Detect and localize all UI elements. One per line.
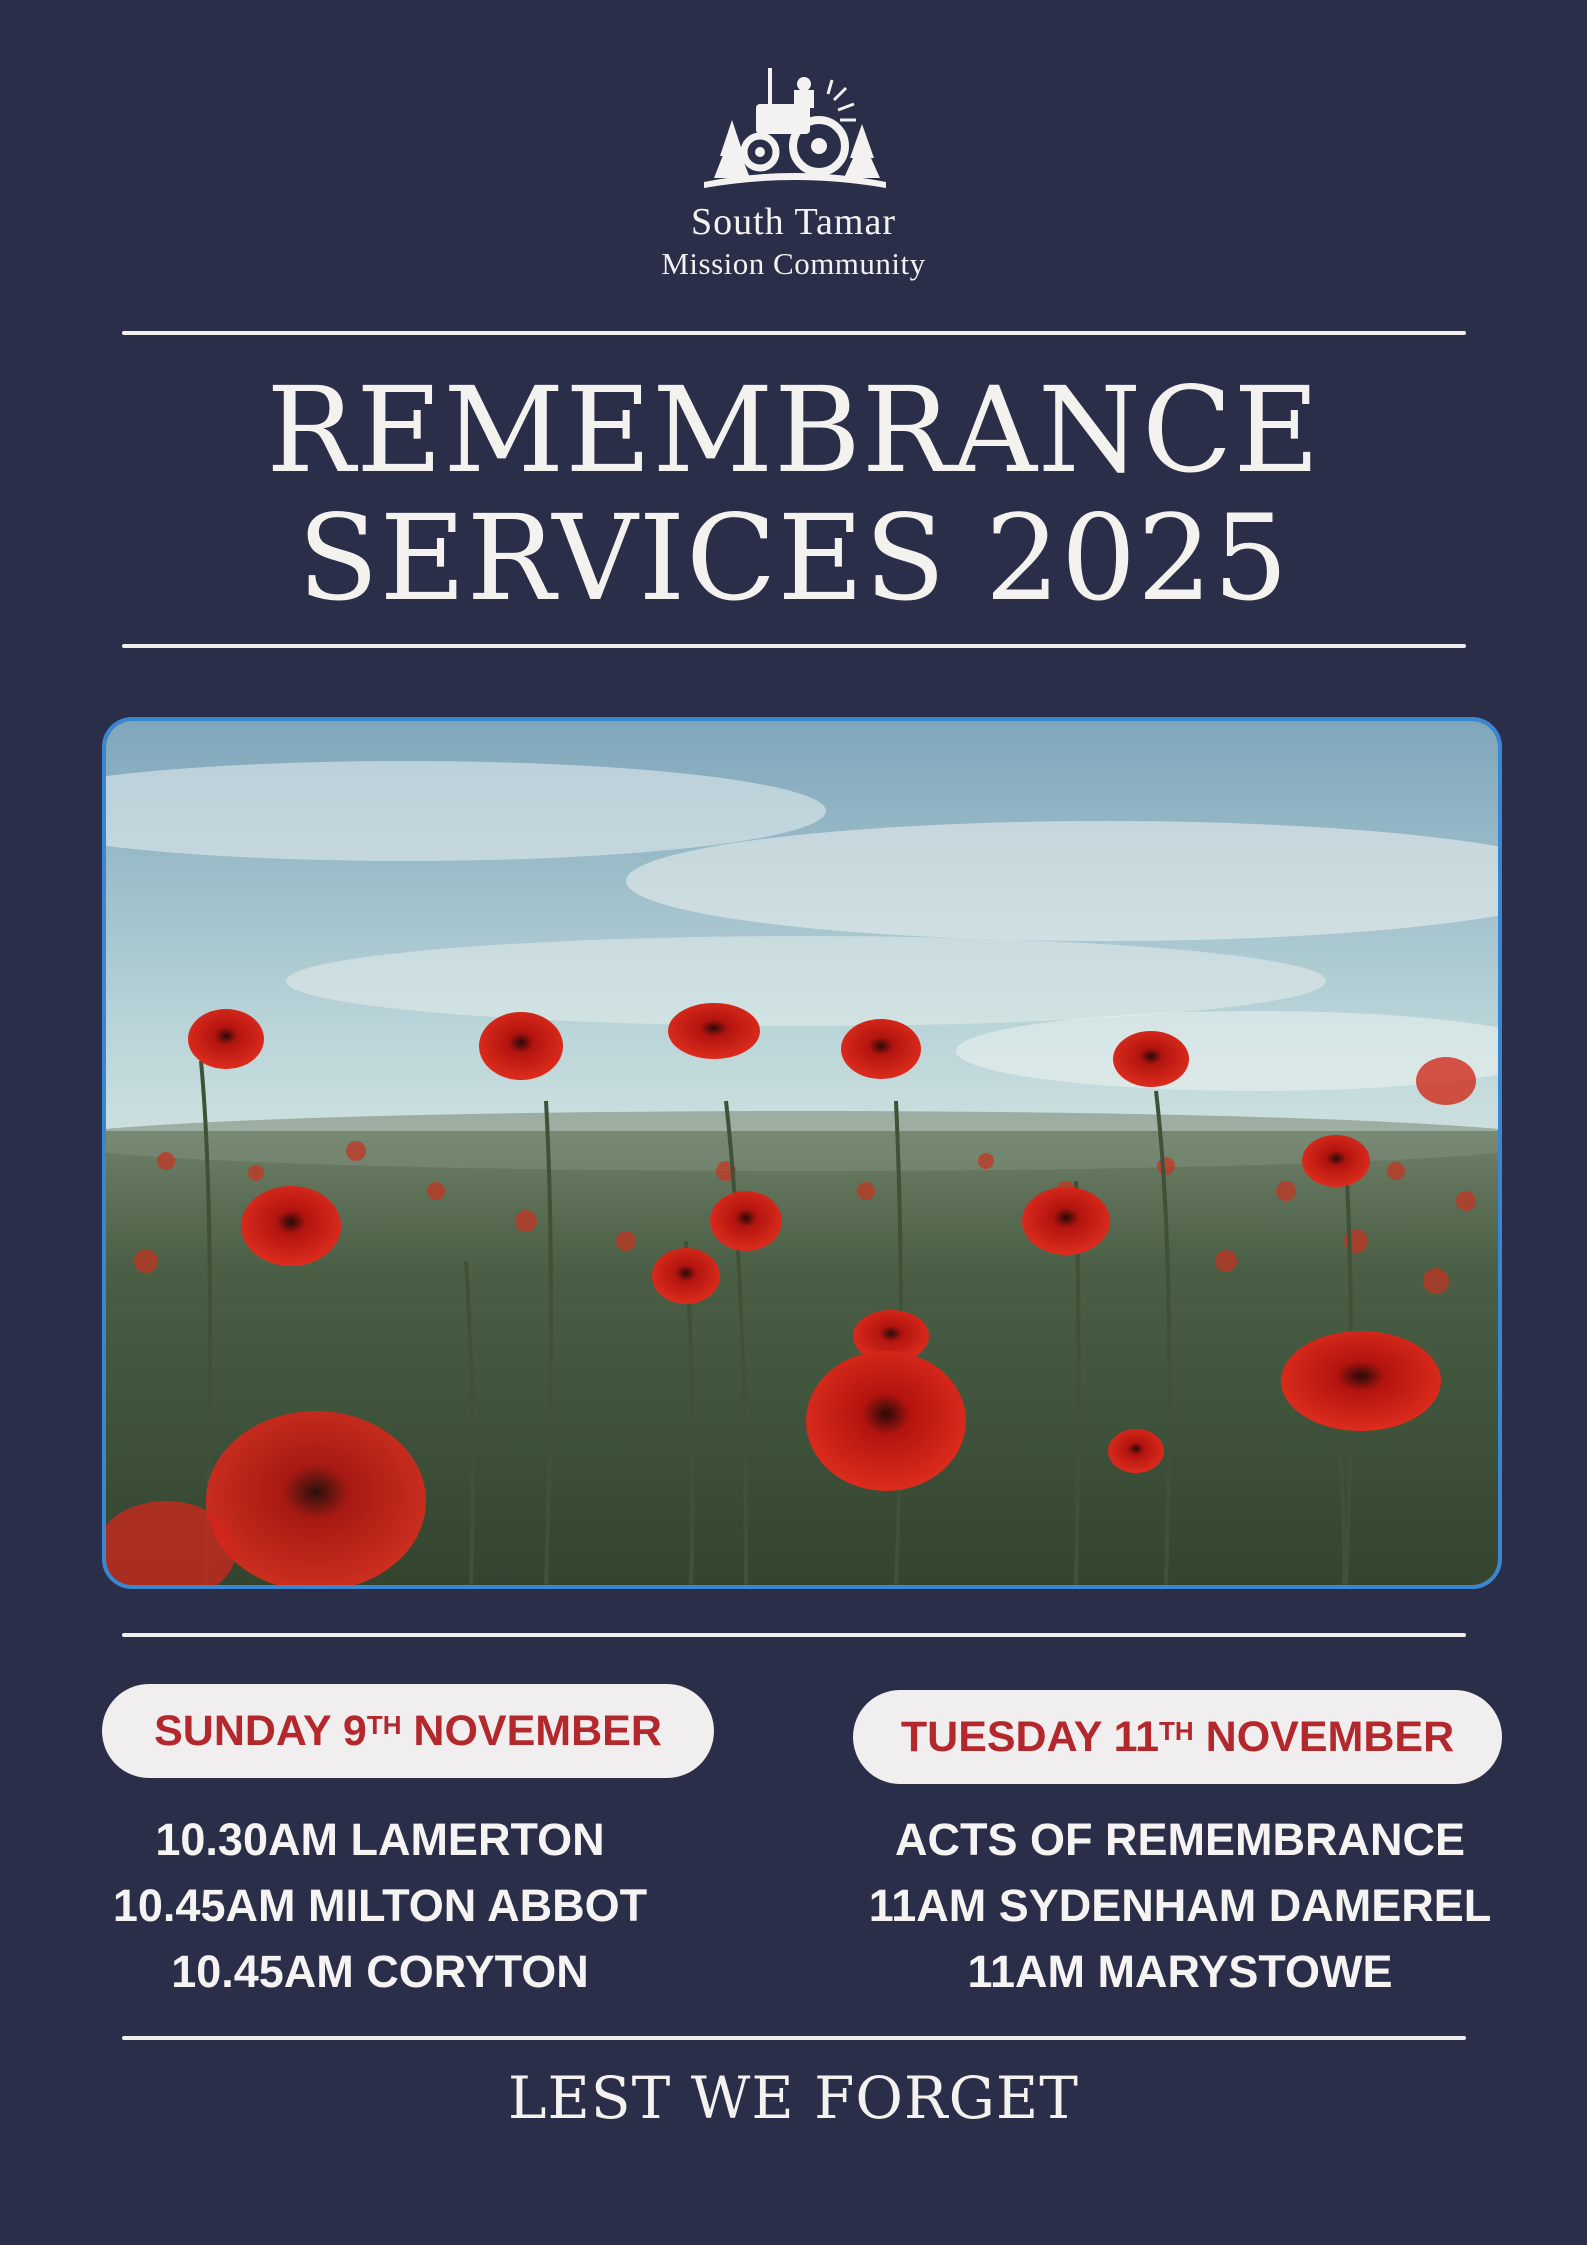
- sunday-day: SUNDAY 9: [154, 1706, 367, 1755]
- page-title-line1: REMEMBRANCE: [266, 361, 1321, 499]
- service-item: 10.45AM CORYTON: [171, 1946, 589, 1997]
- footer-tagline: LEST WE FORGET: [508, 2064, 1079, 2132]
- divider-above-schedule: [122, 1633, 1466, 1637]
- service-item: 11AM MARYSTOWE: [967, 1946, 1393, 1997]
- logo: [0, 60, 1587, 282]
- tuesday-day: TUESDAY 11: [900, 1712, 1160, 1761]
- tractor-icon: [694, 60, 894, 190]
- sunday-services: [60, 1807, 700, 2005]
- service-item: ACTS OF REMEMBRANCE: [895, 1814, 1465, 1865]
- tuesday-date-badge: [853, 1690, 1502, 1784]
- sunday-month: NOVEMBER: [401, 1706, 662, 1755]
- divider-below-title: [122, 644, 1466, 648]
- page-title-line2: SERVICES 2025: [297, 489, 1290, 627]
- sunday-date-badge: [102, 1684, 714, 1778]
- divider-top: [122, 331, 1466, 335]
- divider-above-footer: [122, 2036, 1466, 2040]
- tuesday-ordinal: TH: [1159, 1715, 1194, 1746]
- service-item: 10.30AM LAMERTON: [155, 1814, 605, 1865]
- tuesday-month: NOVEMBER: [1193, 1712, 1455, 1761]
- tuesday-services: [850, 1807, 1510, 2005]
- service-item: 10.45AM MILTON ABBOT: [112, 1880, 648, 1931]
- sunday-ordinal: TH: [366, 1709, 402, 1740]
- logo-text-mission-community: Mission Community: [661, 246, 926, 281]
- service-item: 11AM SYDENHAM DAMEREL: [868, 1880, 1492, 1931]
- poppy-field-image: [102, 717, 1502, 1589]
- logo-text-south-tamar: South Tamar: [690, 201, 896, 243]
